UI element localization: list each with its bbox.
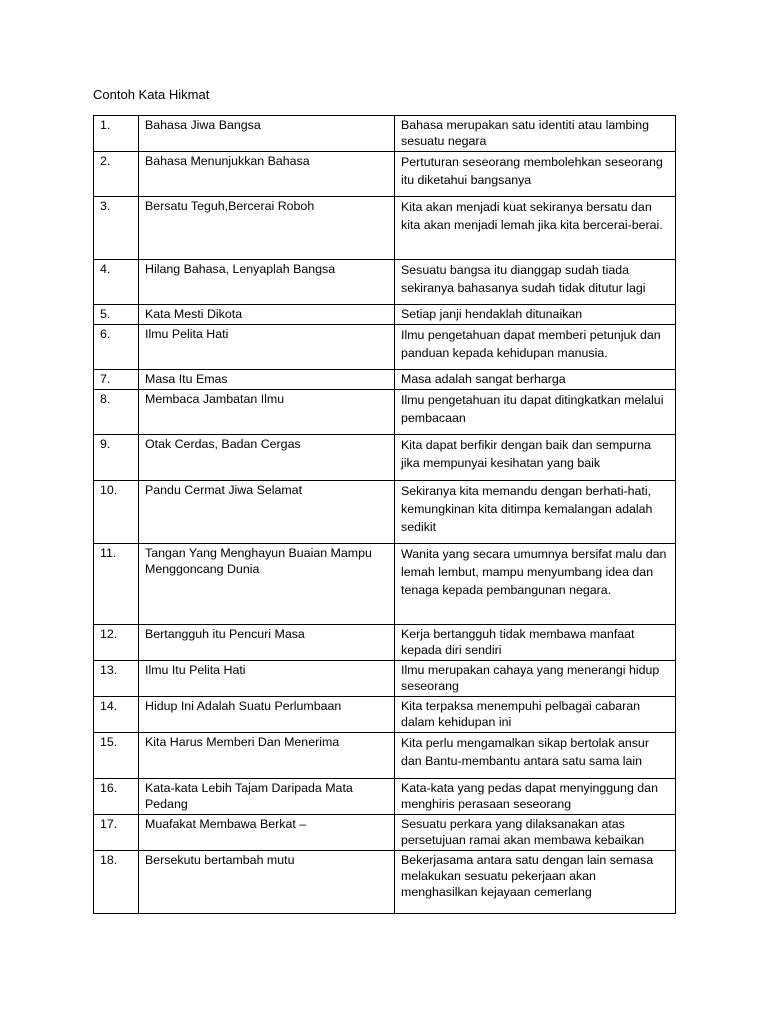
row-number: 16. [94,779,139,815]
proverb-phrase: Otak Cerdas, Badan Cergas [139,435,395,481]
proverb-phrase: Bersatu Teguh,Bercerai Roboh [139,197,395,260]
document-title: Contoh Kata Hikmat [93,87,210,102]
proverb-meaning: Kita terpaksa menempuhi pelbagai cabaran dalam kehidupan ini [395,697,676,733]
proverb-meaning: Bahasa merupakan satu identiti atau lambing sesuatu negara [395,116,676,152]
row-number: 3. [94,197,139,260]
proverb-phrase: Bertangguh itu Pencuri Masa [139,625,395,661]
table-row [94,435,676,481]
proverb-meaning: Masa adalah sangat berharga [395,370,676,390]
table-row [94,197,676,260]
proverb-phrase: Masa Itu Emas [139,370,395,390]
proverb-phrase: Membaca Jambatan Ilmu [139,390,395,435]
table-row [94,733,676,779]
proverb-meaning: Ilmu pengetahuan itu dapat ditingkatkan melalui pembacaan [395,390,676,435]
table-row [94,305,676,325]
proverb-phrase: Bahasa Menunjukkan Bahasa [139,152,395,197]
proverb-meaning: Kita perlu mengamalkan sikap bertolak ansur dan Bantu-membantu antara satu sama lain [395,733,676,779]
proverb-phrase: Kata Mesti Dikota [139,305,395,325]
proverb-phrase: Hidup Ini Adalah Suatu Perlumbaan [139,697,395,733]
proverb-meaning: Sesuatu perkara yang dilaksanakan atas persetujuan ramai akan membawa kebaikan [395,815,676,851]
row-number: 4. [94,260,139,305]
proverb-phrase: Bersekutu bertambah mutu [139,851,395,914]
row-number: 18. [94,851,139,914]
proverb-phrase: Kita Harus Memberi Dan Menerima [139,733,395,779]
row-number: 17. [94,815,139,851]
proverb-meaning: Wanita yang secara umumnya bersifat malu dan lemah lembut, mampu menyumbang idea dan tenaga kepada pembangunan negara. [395,544,676,625]
table-row [94,481,676,544]
table-row [94,851,676,914]
proverb-phrase: Hilang Bahasa, Lenyaplah Bangsa [139,260,395,305]
row-number: 12. [94,625,139,661]
row-number: 8. [94,390,139,435]
row-number: 10. [94,481,139,544]
row-number: 1. [94,116,139,152]
table-row [94,697,676,733]
row-number: 7. [94,370,139,390]
row-number: 14. [94,697,139,733]
proverb-table [93,115,676,914]
proverb-phrase: Kata-kata Lebih Tajam Daripada Mata Pedang [139,779,395,815]
proverb-phrase: Muafakat Membawa Berkat – [139,815,395,851]
proverb-meaning: Kerja bertangguh tidak membawa manfaat kepada diri sendiri [395,625,676,661]
table-row [94,325,676,370]
row-number: 5. [94,305,139,325]
table-row [94,779,676,815]
table-row [94,625,676,661]
proverb-phrase: Ilmu Pelita Hati [139,325,395,370]
table-row [94,116,676,152]
table-row [94,390,676,435]
proverb-phrase: Tangan Yang Menghayun Buaian Mampu Menggoncang Dunia [139,544,395,625]
proverb-meaning: Kita dapat berfikir dengan baik dan sempurna jika mempunyai kesihatan yang baik [395,435,676,481]
row-number: 11. [94,544,139,625]
table-row [94,370,676,390]
proverb-meaning: Bekerjasama antara satu dengan lain semasa melakukan sesuatu pekerjaan akan menghasilkan kejayaan cemerlang [395,851,676,914]
row-number: 9. [94,435,139,481]
table-row [94,260,676,305]
proverb-meaning: Kita akan menjadi kuat sekiranya bersatu dan kita akan menjadi lemah jika kita bercerai-berai. [395,197,676,260]
proverb-phrase: Bahasa Jiwa Bangsa [139,116,395,152]
row-number: 2. [94,152,139,197]
proverb-meaning: Sekiranya kita memandu dengan berhati-hati, kemungkinan kita ditimpa kemalangan adalah sedikit [395,481,676,544]
row-number: 6. [94,325,139,370]
table-row [94,152,676,197]
proverb-meaning: Ilmu merupakan cahaya yang menerangi hidup seseorang [395,661,676,697]
proverb-phrase: Pandu Cermat Jiwa Selamat [139,481,395,544]
proverb-meaning: Ilmu pengetahuan dapat memberi petunjuk dan panduan kepada kehidupan manusia. [395,325,676,370]
row-number: 13. [94,661,139,697]
table-row [94,661,676,697]
proverb-meaning: Pertuturan seseorang membolehkan seseorang itu diketahui bangsanya [395,152,676,197]
proverb-meaning: Kata-kata yang pedas dapat menyinggung dan menghiris perasaan seseorang [395,779,676,815]
table-row [94,815,676,851]
row-number: 15. [94,733,139,779]
proverb-meaning: Sesuatu bangsa itu dianggap sudah tiada sekiranya bahasanya sudah tidak ditutur lagi [395,260,676,305]
proverb-phrase: Ilmu Itu Pelita Hati [139,661,395,697]
proverb-meaning: Setiap janji hendaklah ditunaikan [395,305,676,325]
table-row [94,544,676,625]
